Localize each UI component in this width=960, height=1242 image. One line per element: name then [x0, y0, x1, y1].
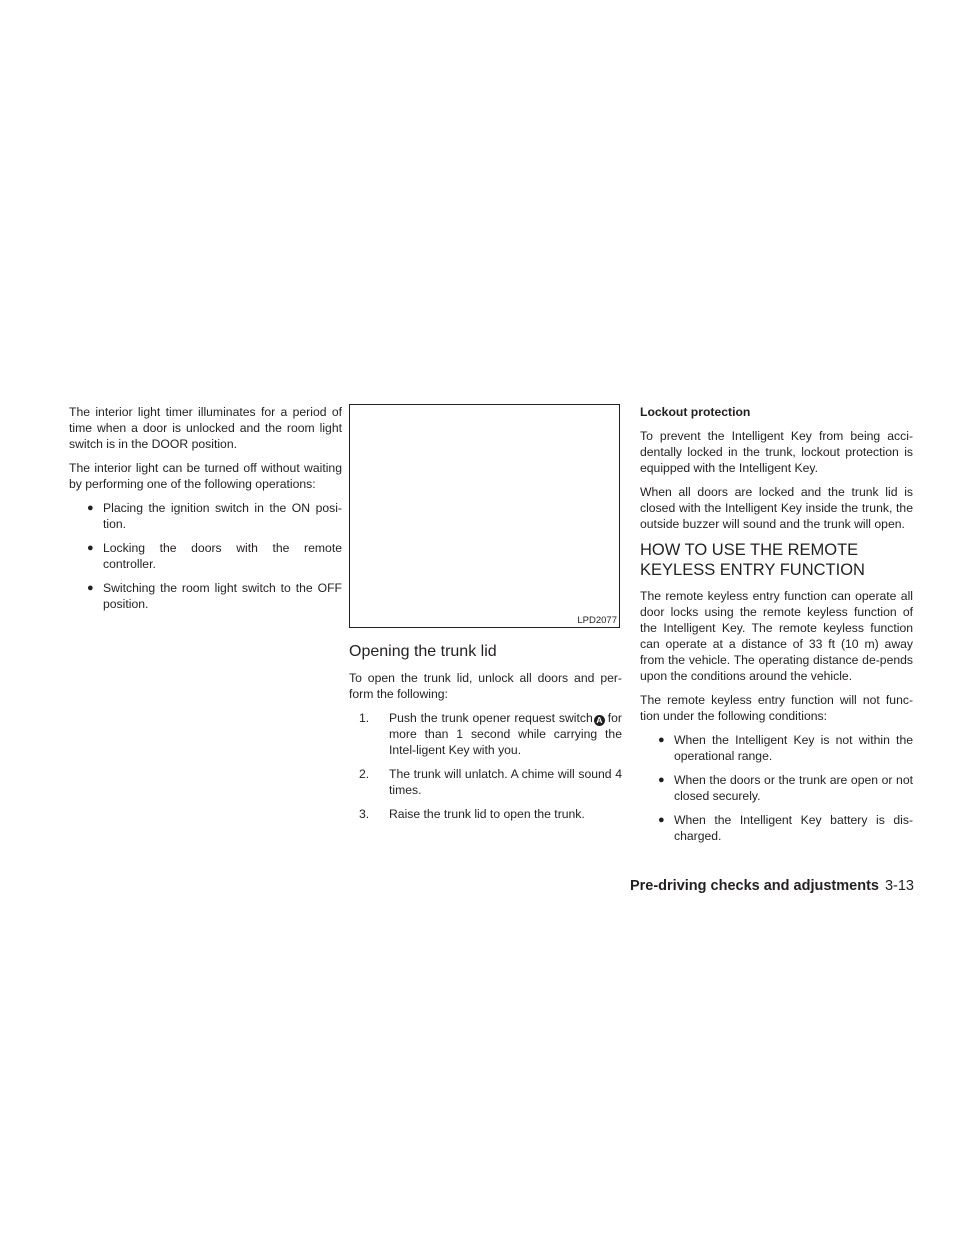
- paragraph: To prevent the Intelligent Key from being acci-dentally locked in the trunk, lockout protection is equipped with the Intelligent Key.: [640, 429, 913, 475]
- paragraph: The remote keyless entry function can operate all door locks using the remote keyless function of the Intelligent Key. The remote keyless function can operate at a distance of 33 ft (10 m) away from the vehicle. The operating distance de-pends upon the conditions around the vehicle.: [640, 589, 913, 683]
- list-item-text: Switching the room light switch to the OFF position.: [103, 581, 342, 611]
- list-item: [69, 500, 342, 532]
- bullet-list: [69, 500, 342, 612]
- subheading: Lockout protection: [640, 405, 751, 419]
- bullet-icon: ●: [87, 502, 94, 514]
- paragraph: The interior light can be turned off without waiting by performing one of the following operations:: [69, 461, 342, 491]
- callout-a-icon: A: [594, 715, 605, 726]
- column-left: [69, 404, 342, 620]
- list-item-text: Locking the doors with the remote controller.: [103, 541, 342, 571]
- paragraph: The remote keyless entry function will not func-tion under the following conditions:: [640, 693, 913, 723]
- step-item: [349, 710, 622, 758]
- paragraph: When all doors are locked and the trunk lid is closed with the Intelligent Key inside the trunk, the outside buzzer will sound and the trunk will open.: [640, 485, 913, 531]
- bullet-icon: ●: [87, 542, 94, 554]
- heading-line: HOW TO USE THE REMOTE: [640, 541, 859, 559]
- section-heading: Opening the trunk lid: [349, 643, 497, 660]
- list-item: [640, 772, 913, 804]
- step-number: 2.: [359, 767, 370, 781]
- list-item-text: When the Intelligent Key is not within the operational range.: [674, 733, 913, 763]
- list-item-text: When the doors or the trunk are open or not closed securely.: [674, 773, 913, 803]
- list-item: [69, 580, 342, 612]
- heading-line: KEYLESS ENTRY FUNCTION: [640, 561, 865, 579]
- step-item: [349, 806, 622, 822]
- bullet-icon: ●: [658, 814, 665, 826]
- page-number: 3-13: [884, 878, 914, 894]
- step-text: for more than 1 second while carrying the Intel-ligent Key with you.: [389, 711, 622, 757]
- paragraph: To open the trunk lid, unlock all doors and per-form the following:: [349, 671, 622, 701]
- column-middle: [349, 404, 622, 830]
- list-item-text: Placing the ignition switch in the ON posi-tion.: [103, 501, 342, 531]
- page-footer: [630, 877, 914, 895]
- list-item-text: When the Intelligent Key battery is dis-charged.: [674, 813, 913, 843]
- paragraph: The interior light timer illuminates for a period of time when a door is unlocked and the room light switch is in the DOOR position.: [69, 405, 342, 451]
- figure-frame: [349, 404, 620, 628]
- step-text: The trunk will unlatch. A chime will sound 4 times.: [389, 767, 622, 797]
- list-item: [640, 732, 913, 764]
- section-heading: [640, 540, 913, 580]
- step-list: [349, 710, 622, 822]
- list-item: [640, 812, 913, 844]
- step-item: [349, 766, 622, 798]
- figure-id: LPD2077: [577, 615, 617, 626]
- step-text: Push the trunk opener request switch: [389, 711, 593, 725]
- bullet-list: [640, 732, 913, 844]
- bullet-icon: ●: [658, 774, 665, 786]
- list-item: [69, 540, 342, 572]
- step-number: 1.: [359, 711, 370, 725]
- footer-section-title: Pre-driving checks and adjustments: [629, 878, 879, 894]
- bullet-icon: ●: [658, 734, 665, 746]
- step-number: 3.: [359, 807, 370, 821]
- column-right: [640, 404, 913, 852]
- step-text: Raise the trunk lid to open the trunk.: [389, 807, 585, 821]
- bullet-icon: ●: [87, 582, 94, 594]
